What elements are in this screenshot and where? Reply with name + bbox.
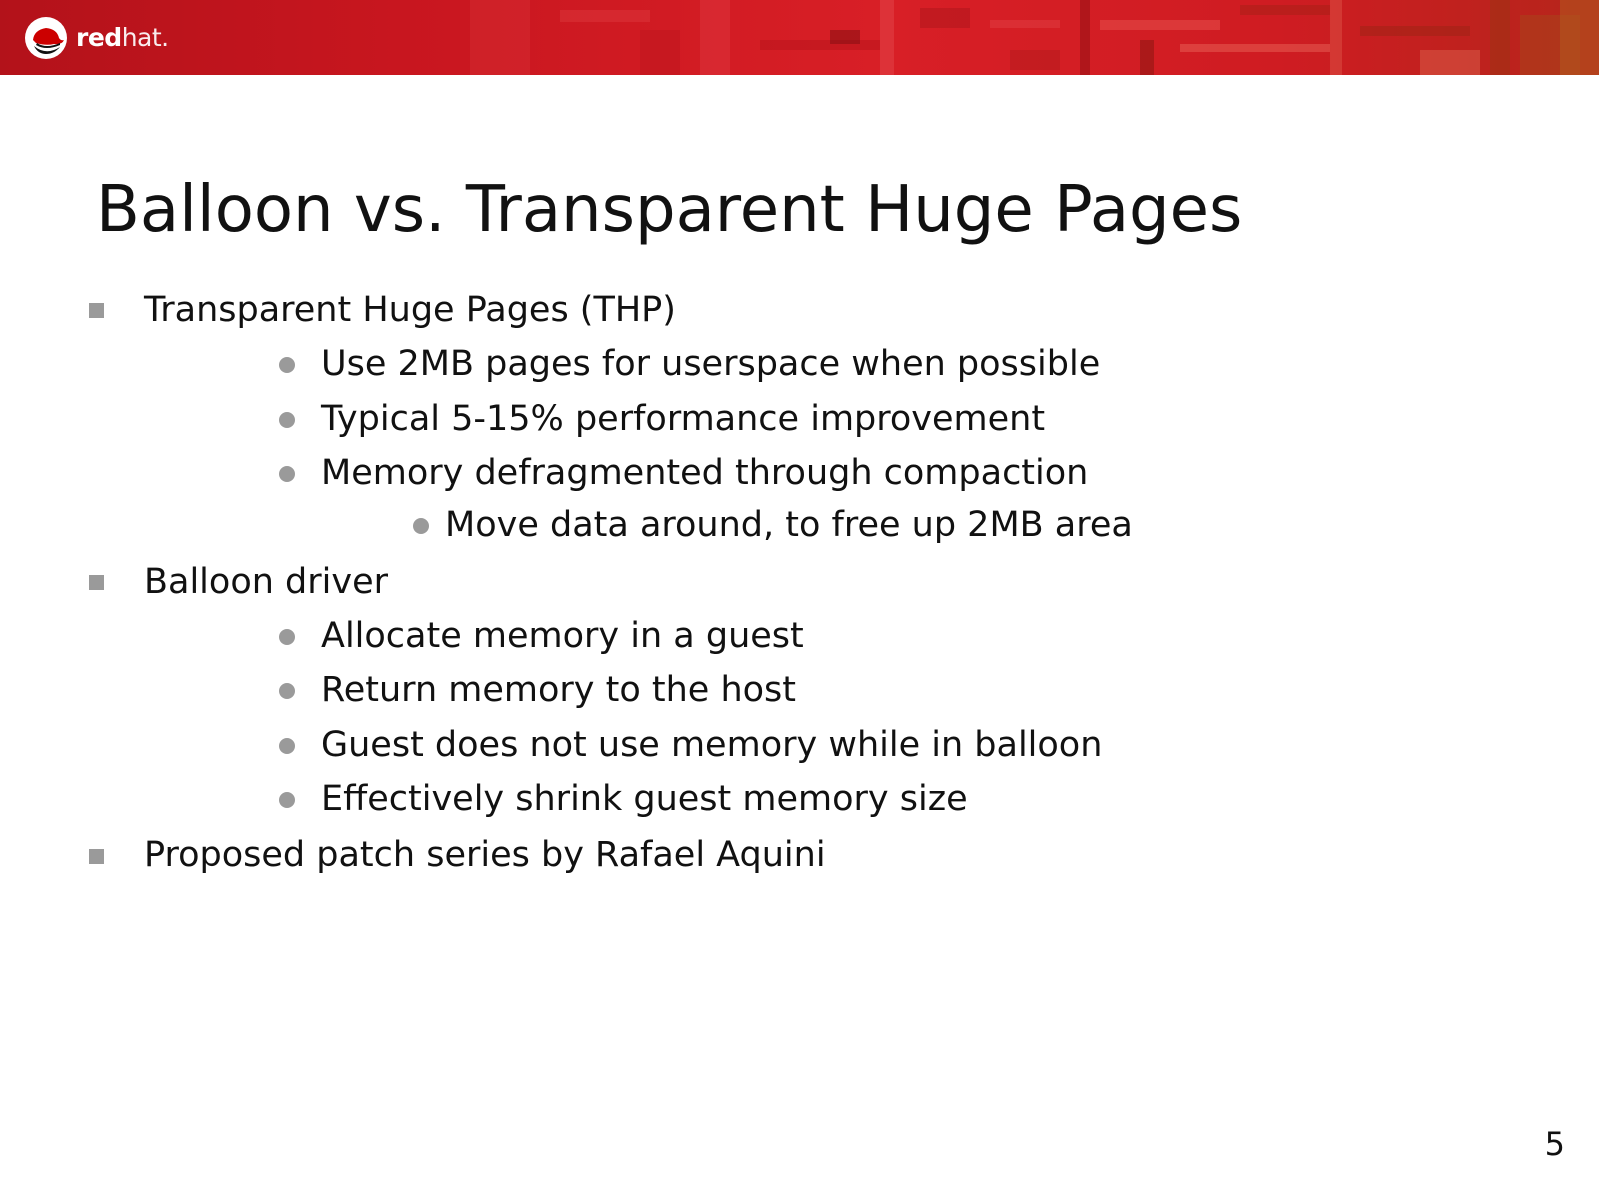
slide-title: Balloon vs. Transparent Huge Pages — [96, 173, 1243, 247]
bullet-item: Guest does not use memory while in balloon — [321, 725, 1103, 765]
circle-bullet-icon — [279, 357, 295, 373]
logo-wordmark-red: red — [76, 23, 122, 52]
page-number: 5 — [1544, 1125, 1565, 1163]
circle-bullet-icon — [279, 629, 295, 645]
logo-wordmark-hat: hat. — [121, 23, 169, 52]
bullet-item: Typical 5-15% performance improvement — [321, 399, 1046, 439]
redhat-logo — [24, 16, 169, 60]
bullet-item: Move data around, to free up 2MB area — [445, 505, 1133, 545]
redhat-wordmark — [76, 16, 169, 60]
bullet-item: Use 2MB pages for userspace when possible — [321, 344, 1101, 384]
circle-bullet-icon — [279, 466, 295, 482]
header-pattern — [0, 0, 1599, 75]
header-banner — [0, 0, 1599, 75]
square-bullet-icon — [89, 849, 104, 864]
bullet-item: Proposed patch series by Rafael Aquini — [144, 835, 826, 875]
circle-bullet-icon — [413, 518, 429, 534]
bullet-item: Balloon driver — [144, 562, 389, 602]
circle-bullet-icon — [279, 412, 295, 428]
bullet-item: Transparent Huge Pages (THP) — [144, 290, 676, 330]
circle-bullet-icon — [279, 792, 295, 808]
shadowman-hat-icon — [24, 16, 68, 60]
bullet-item: Allocate memory in a guest — [321, 616, 804, 656]
square-bullet-icon — [89, 575, 104, 590]
bullet-item: Memory defragmented through compaction — [321, 453, 1089, 493]
square-bullet-icon — [89, 303, 104, 318]
bullet-item: Return memory to the host — [321, 670, 797, 710]
circle-bullet-icon — [279, 683, 295, 699]
bullet-item: Effectively shrink guest memory size — [321, 779, 968, 819]
circle-bullet-icon — [279, 738, 295, 754]
